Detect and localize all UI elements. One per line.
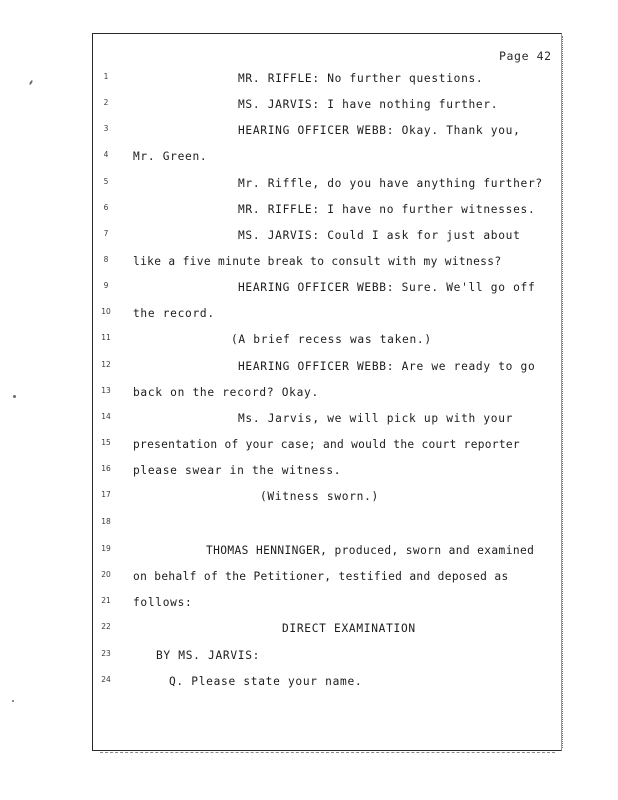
line-number: 18 (101, 517, 111, 526)
bottom-margin-dots (100, 752, 555, 757)
transcript-line: Mr. Riffle, do you have anything further? (238, 177, 543, 190)
transcript-line: MR. RIFFLE: I have no further witnesses. (238, 203, 536, 216)
line-number: 15 (101, 438, 111, 447)
line-number: 6 (103, 203, 109, 212)
transcript-line: HEARING OFFICER WEBB: Sure. We'll go off (238, 281, 536, 294)
line-number: 12 (101, 360, 111, 369)
line-number: 2 (103, 98, 109, 107)
transcript-line: MS. JARVIS: I have nothing further. (238, 98, 499, 111)
line-number: 7 (103, 229, 109, 238)
line-number: 19 (101, 544, 111, 553)
line-number: 1 (103, 72, 109, 81)
transcript-line: Q. Please state your name. (169, 675, 363, 688)
transcript-line: MS. JARVIS: Could I ask for just about (238, 229, 521, 242)
transcript-line: follows: (133, 596, 193, 609)
transcript-line: HEARING OFFICER WEBB: Are we ready to go (238, 360, 536, 373)
transcript-line: on behalf of the Petitioner, testified and deposed as (133, 570, 509, 583)
transcript-line: like a five minute break to consult with my witness? (133, 255, 502, 268)
transcript-line: BY MS. JARVIS: (156, 649, 261, 662)
transcript-line: HEARING OFFICER WEBB: Okay. Thank you, (238, 124, 521, 137)
line-number: 16 (101, 464, 111, 473)
transcript-line: Ms. Jarvis, we will pick up with your (238, 412, 514, 425)
line-number: 24 (101, 675, 111, 684)
transcript-line: MR. RIFFLE: No further questions. (238, 72, 484, 85)
line-number: 21 (101, 596, 111, 605)
line-number: 5 (103, 177, 109, 186)
line-number: 3 (103, 124, 109, 133)
line-number: 9 (103, 281, 109, 290)
section-heading: DIRECT EXAMINATION (282, 622, 416, 635)
line-number: 8 (103, 255, 109, 264)
line-number: 20 (101, 570, 111, 579)
transcript-line: the record. (133, 307, 215, 320)
line-number: 23 (101, 649, 111, 658)
transcript-line: Mr. Green. (133, 150, 208, 163)
scan-speck (13, 395, 16, 398)
line-number: 14 (101, 412, 111, 421)
scan-speck (12, 700, 14, 702)
line-number: 22 (101, 622, 111, 631)
transcript-line: (A brief recess was taken.) (231, 333, 432, 346)
line-number: 10 (101, 307, 111, 316)
scan-speck (29, 80, 33, 85)
line-number: 4 (103, 150, 109, 159)
transcript-line: THOMAS HENNINGER, produced, sworn and examined (206, 544, 535, 557)
transcript-line: back on the record? Okay. (133, 386, 319, 399)
line-number: 17 (101, 490, 111, 499)
transcript-line: please swear in the witness. (133, 464, 342, 477)
transcript-line: presentation of your case; and would the court reporter (133, 438, 520, 451)
line-number: 13 (101, 386, 111, 395)
page-number: Page 42 (499, 49, 552, 63)
line-number: 11 (101, 333, 111, 342)
transcript-line: (Witness sworn.) (260, 490, 379, 503)
right-margin-dots (559, 36, 563, 748)
